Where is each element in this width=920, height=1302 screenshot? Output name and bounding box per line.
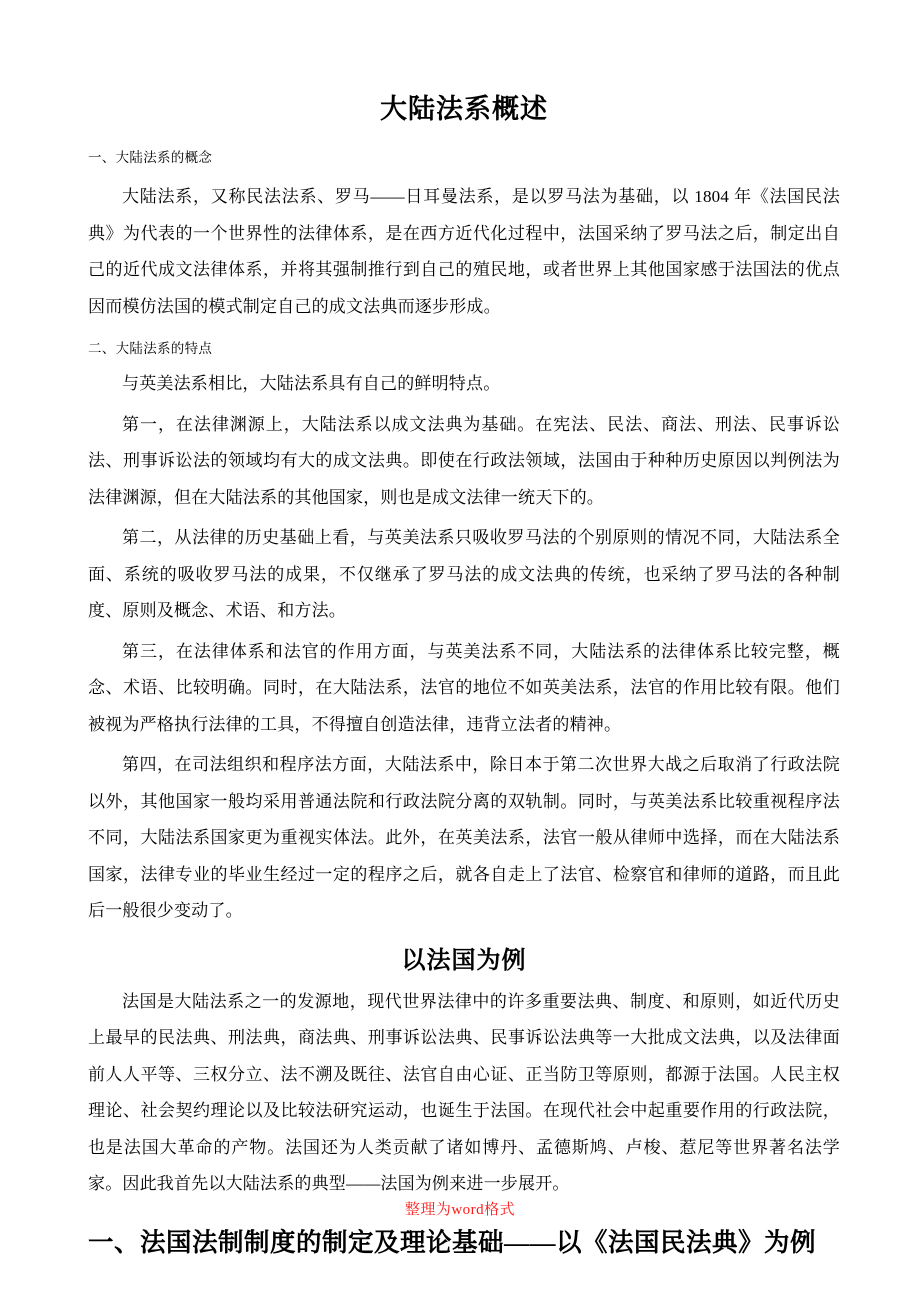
footer-watermark — [0, 1200, 920, 1220]
document-body — [88, 0, 840, 1261]
page-title: 大陆法系概述 — [380, 94, 548, 124]
paragraph-features-intro: 与英美法系相比，大陆法系具有自己的鲜明特点。 — [122, 374, 501, 393]
paragraph-concept: 大陆法系，又称民法法系、罗马——日耳曼法系，是以罗马法为基础，以 1804 年《法国民法典》为代表的一个世界性的法律体系，是在西方近代化过程中，法国采纳了罗马法之后，制定出自己的近代成文法律体系，并将其强制推行到自己的殖民地，或者世界上其他国家感于法国法的优点因而模仿法国的模式制定自己的成文法典而逐步形成。 — [88, 187, 840, 316]
section-heading-french-legal-system: 一、法国法制制度的制定及理论基础——以《法国民法典》为例 — [88, 1227, 817, 1257]
paragraph-feature-fourth: 第四，在司法组织和程序法方面，大陆法系中，除日本于第二次世界大战之后取消了行政法院以外，其他国家一般均采用普通法院和行政法院分离的双轨制。同时，与英美法系比较重视程序法不同，大陆法系国家更为重视实体法。此外，在英美法系，法官一般从律师中选择，而在大陆法系国家，法律专业的毕业生经过一定的程序之后，就各自走上了法官、检察官和律师的道路，而且此后一般很少变动了。 — [88, 755, 840, 920]
section-heading-concept: 一、大陆法系的概念 — [88, 150, 213, 165]
paragraph-feature-second: 第二，从法律的历史基础上看，与英美法系只吸收罗马法的个别原则的情况不同，大陆法系全面、系统的吸收罗马法的成果，不仅继承了罗马法的成文法典的传统，也采纳了罗马法的各种制度、原则及概念、术语、和方法。 — [88, 528, 840, 620]
section-heading-france-example: 以法国为例 — [401, 947, 527, 974]
paragraph-feature-third: 第三，在法律体系和法官的作用方面，与英美法系不同，大陆法系的法律体系比较完整，概念、术语、比较明确。同时，在大陆法系，法官的地位不如英美法系，法官的作用比较有限。他们被视为严格执行法律的工具，不得擅自创造法律，违背立法者的精神。 — [88, 641, 840, 734]
section-heading-features: 二、大陆法系的特点 — [88, 341, 213, 356]
paragraph-feature-first: 第一，在法律渊源上，大陆法系以成文法典为基础。在宪法、民法、商法、刑法、民事诉讼法、刑事诉讼法的领域均有大的成文法典。即使在行政法领域，法国由于种种历史原因以判例法为法律渊源，但在大陆法系的其他国家，则也是成文法律一统天下的。 — [88, 414, 840, 507]
paragraph-france-origin: 法国是大陆法系之一的发源地，现代世界法律中的许多重要法典、制度、和原则，如近代历史上最早的民法典、刑法典，商法典、刑事诉讼法典、民事诉讼法典等一大批成文法典，以及法律面前人人平等、三权分立、法不溯及既往、法官自由心证、正当防卫等原则，都源于法国。人民主权理论、社会契约理论以及比较法研究运动，也诞生于法国。在现代社会中起重要作用的行政法院，也是法国大革命的产物。法国还为人类贡献了诸如博丹、孟德斯鸠、卢梭、惹尼等世界著名法学家。因此我首先以大陆法系的典型——法国为例来进一步展开。 — [88, 991, 840, 1193]
footer-watermark-text: 整理为word格式 — [404, 1202, 516, 1218]
